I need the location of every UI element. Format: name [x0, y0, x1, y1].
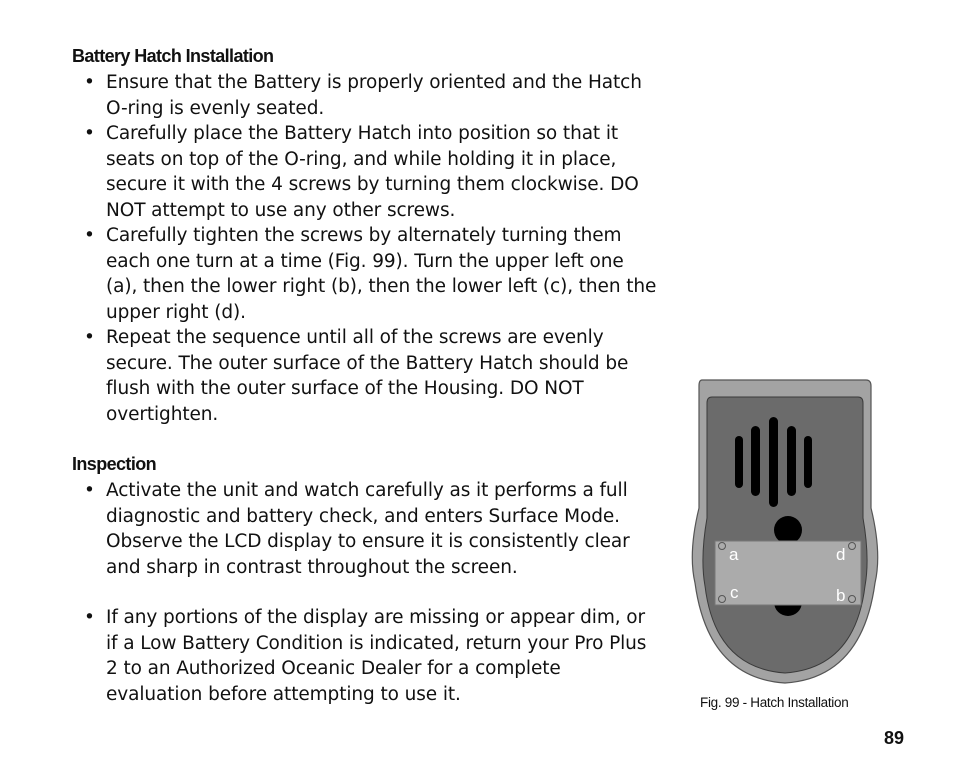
list-item: • Activate the unit and watch carefully as it performs a full diagnostic and battery check, and enters Surface Mode. Observe the LCD display to ensure it is consistently clear and sharp in contrast throughout the screen. [84, 480, 630, 578]
bullet-icon: • [84, 225, 95, 246]
inspection-list [84, 478, 659, 707]
hatch-installation-figure [690, 378, 880, 688]
figure-caption: Fig. 99 - Hatch Installation [700, 695, 849, 710]
screw-label-c: c [730, 583, 739, 602]
bullet-icon: • [84, 607, 95, 628]
list-item: • Carefully tighten the screws by alternately turning them each one turn at a time (Fig. 99). Turn the upper left one (a), then the lower right (b), then the lower left (c), then the upper right (d). [84, 225, 657, 323]
list-item: • If any portions of the display are missing or appear dim, or if a Low Battery Condition is indicated, return your Pro Plus 2 to an Authorized Oceanic Dealer for a complete evaluation before attempting to use it. [84, 607, 647, 705]
bullet-icon: • [84, 327, 95, 348]
page-number: 89 [884, 728, 905, 748]
list-item: • Repeat the sequence until all of the screws are evenly secure. The outer surface of the Battery Hatch should be flush with the outer surface of the Housing. DO NOT overtighten. [84, 327, 629, 425]
section-heading-inspection: Inspection [72, 454, 157, 474]
screw-label-b: b [836, 586, 846, 605]
battery-hatch-installation-list [84, 70, 659, 427]
section-heading-battery-hatch-installation: Battery Hatch Installation [72, 46, 274, 66]
list-item: • Carefully place the Battery Hatch into position so that it seats on top of the O-ring, and while holding it in place, secure it with the 4 screws by turning them clockwise. DO NOT attempt to use any other screws. [84, 123, 639, 221]
screw-label-a: a [729, 545, 739, 564]
screw-label-d: d [836, 545, 846, 564]
list-item: • Ensure that the Battery is properly oriented and the Hatch O-ring is evenly seated. [84, 72, 642, 119]
bullet-icon: • [84, 72, 95, 93]
bullet-icon: • [84, 123, 95, 144]
upper-port [774, 516, 802, 544]
bullet-icon: • [84, 480, 95, 501]
